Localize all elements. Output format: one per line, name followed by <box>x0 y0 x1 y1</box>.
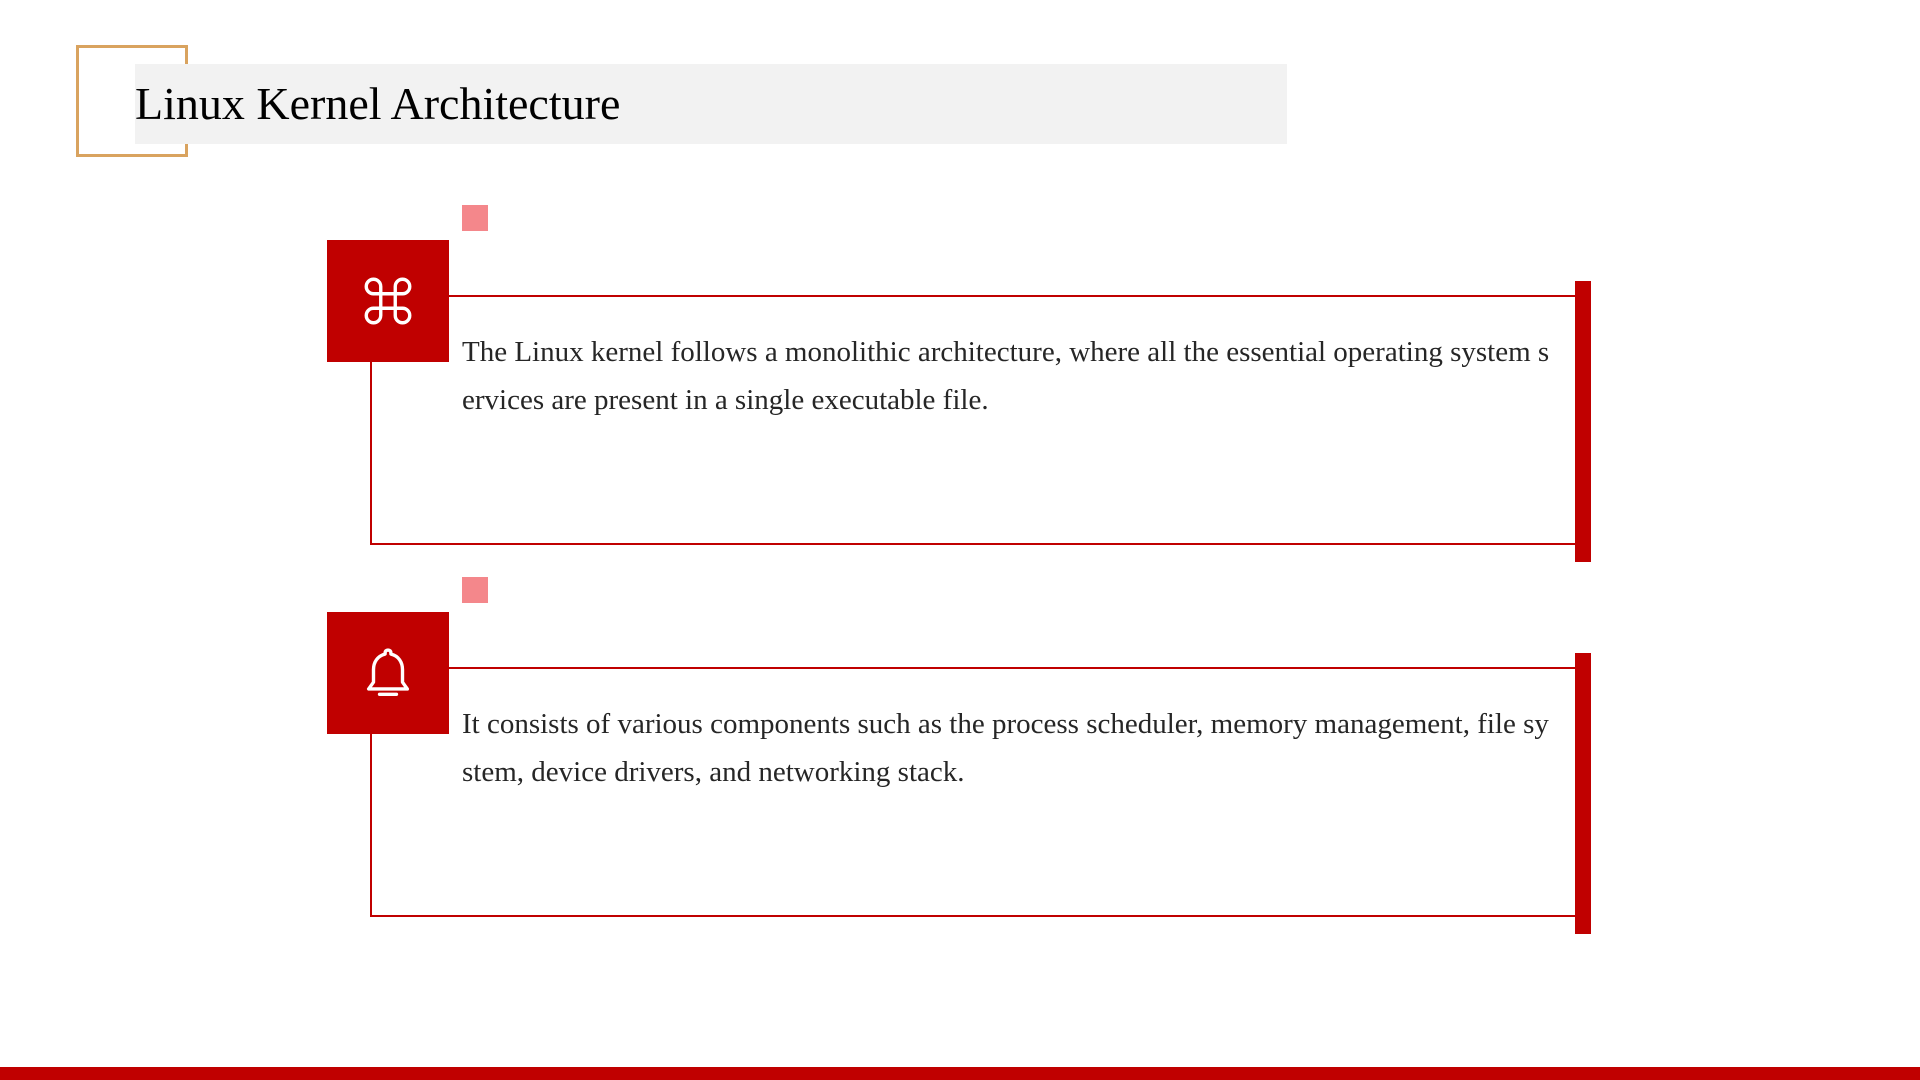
slide-title: Linux Kernel Architecture <box>135 78 621 129</box>
card-text: The Linux kernel follows a monolithic architecture, where all the essential operating system services are present in a single executable file. <box>462 336 1550 416</box>
bell-icon <box>359 644 417 702</box>
accent-square <box>462 577 488 603</box>
bottom-bar <box>0 1067 1920 1080</box>
content-card <box>0 205 1920 565</box>
icon-box <box>327 240 449 362</box>
card-side-bar <box>1575 653 1591 934</box>
accent-square <box>462 205 488 231</box>
content-card <box>0 577 1920 937</box>
icon-box <box>327 612 449 734</box>
card-side-bar <box>1575 281 1591 562</box>
command-icon <box>359 272 417 330</box>
card-text: It consists of various components such as the process scheduler, memory management, file system, device drivers, and networking stack. <box>462 708 1549 788</box>
